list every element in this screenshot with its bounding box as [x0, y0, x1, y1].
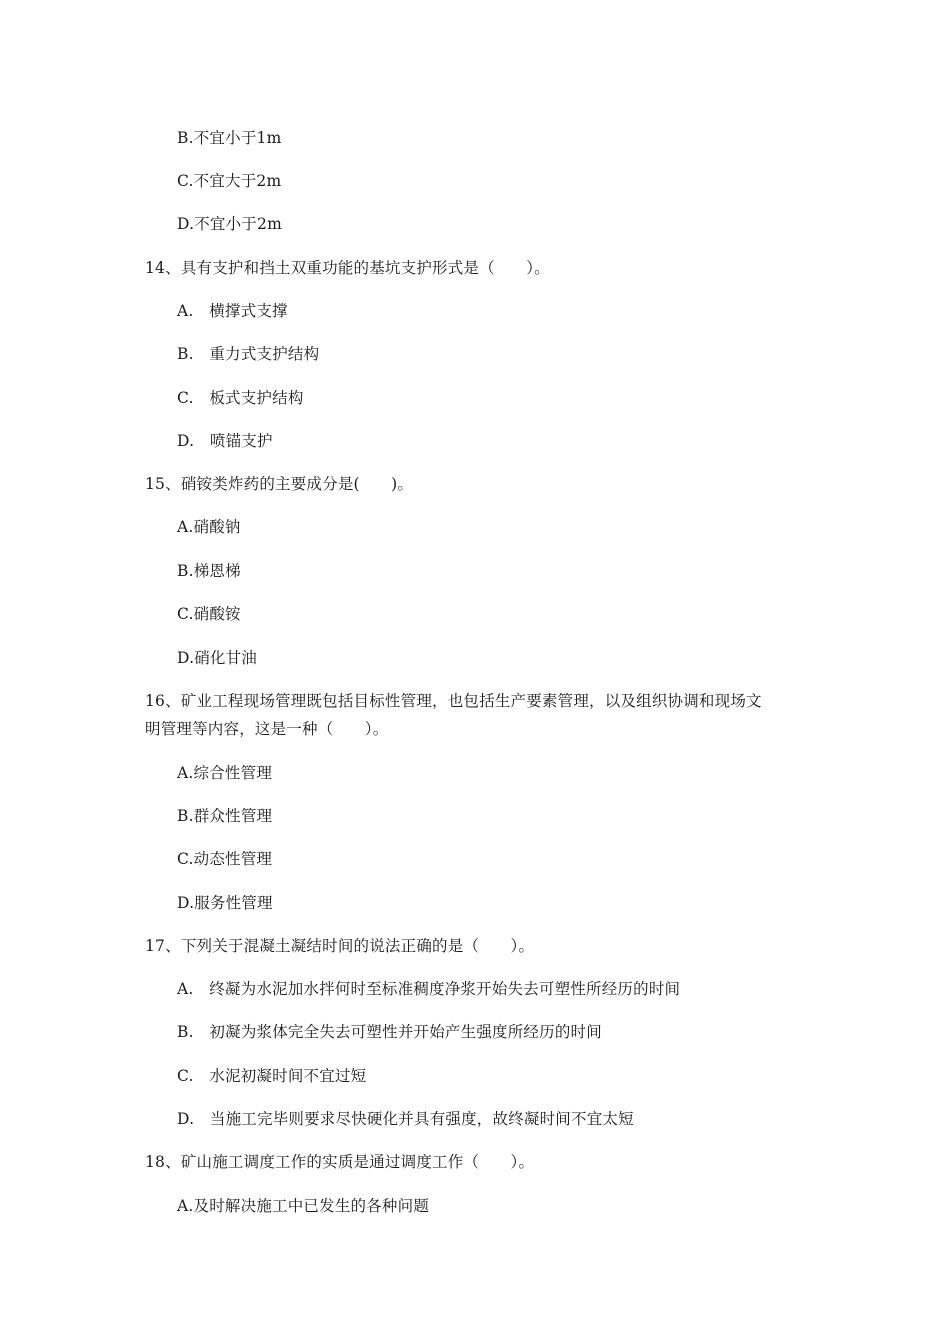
- question-16-option-b: B.群众性管理: [177, 807, 273, 825]
- question-14-stem: 14、具有支护和挡土双重功能的基坑支护形式是（ ）。: [145, 259, 550, 277]
- question-15-stem: 15、硝铵类炸药的主要成分是( )。: [145, 475, 414, 493]
- question-15-option-a: A.硝酸钠: [177, 518, 241, 536]
- question-17-option-d: D. 当施工完毕则要求尽快硬化并具有强度，故终凝时间不宜太短: [177, 1110, 634, 1128]
- question-15-option-b: B.梯恩梯: [177, 562, 241, 580]
- question-16-stem-continued: 明管理等内容，这是一种（ ）。: [145, 720, 389, 738]
- question-15-option-d: D.硝化甘油: [177, 649, 258, 667]
- question-16-option-c: C.动态性管理: [177, 850, 273, 868]
- question-18-option-a: A.及时解决施工中已发生的各种问题: [177, 1197, 430, 1215]
- question-18-stem: 18、矿山施工调度工作的实质是通过调度工作（ ）。: [145, 1153, 535, 1171]
- question-16-option-a: A.综合性管理: [177, 764, 273, 782]
- question-14-option-c: C. 板式支护结构: [177, 389, 304, 407]
- question-14-option-d: D. 喷锚支护: [177, 432, 273, 450]
- question-16-stem: 16、矿业工程现场管理既包括目标性管理，也包括生产要素管理，以及组织协调和现场文: [145, 692, 762, 710]
- question-17-option-c: C. 水泥初凝时间不宜过短: [177, 1067, 367, 1085]
- question-17-option-a: A. 终凝为水泥加水拌何时至标准稠度净浆开始失去可塑性所经历的时间: [177, 980, 681, 998]
- option-d: D.不宜小于2m: [177, 215, 282, 233]
- option-c: C.不宜大于2m: [177, 172, 282, 190]
- question-14-option-a: A. 横撑式支撑: [177, 302, 288, 320]
- question-15-option-c: C.硝酸铵: [177, 605, 241, 623]
- option-b: B.不宜小于1m: [177, 129, 282, 147]
- question-17-stem: 17、下列关于混凝土凝结时间的说法正确的是（ ）。: [145, 937, 535, 955]
- question-16-option-d: D.服务性管理: [177, 894, 273, 912]
- question-17-option-b: B. 初凝为浆体完全失去可塑性并开始产生强度所经历的时间: [177, 1023, 602, 1041]
- question-14-option-b: B. 重力式支护结构: [177, 345, 320, 363]
